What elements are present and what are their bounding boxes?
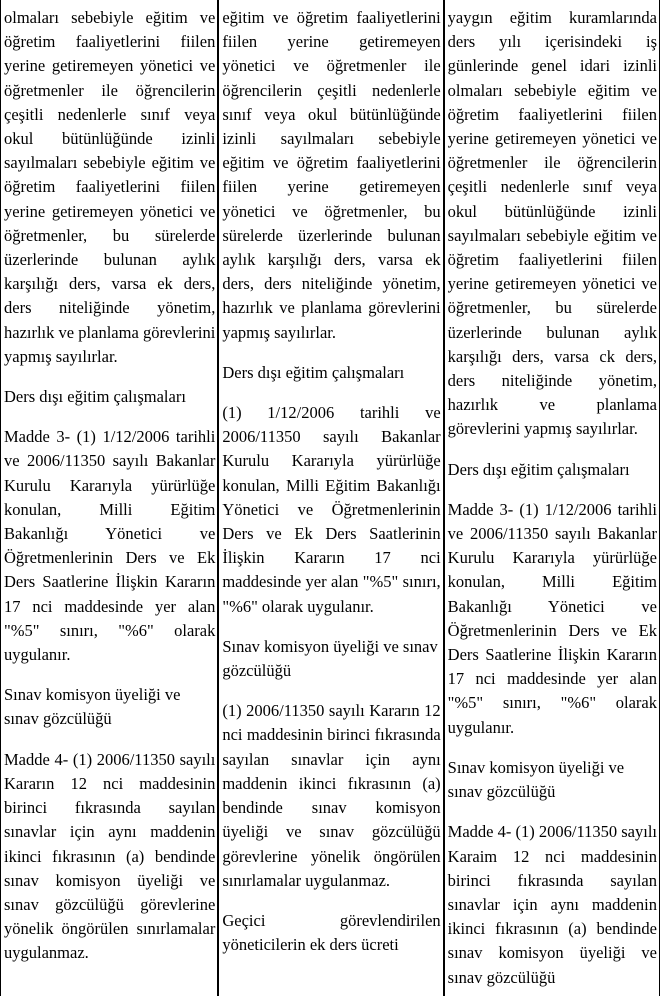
- paragraph: Madde 4- (1) 2006/11350 sayılı Kararın 12 nci maddesinin birinci fıkrasında sayılan sınavlar için aynı maddenin ikinci fıkrasının (a) bendinde sınav komisyon üyeliği ve sınav gözcülüğü görevlerine yönelik öngörülen sınırlamalar uygulanmaz.: [4, 749, 216, 963]
- table-column-2: [217, 0, 442, 996]
- paragraph: Madde 3- (1) 1/12/2006 tarihli ve 2006/11350 sayılı Bakanlar Kurulu Kararıyla yürürlüğe konulan, Milli Eğitim Bakanlığı Yönetici ve Öğretmenlerinin Ders ve Ek Ders Saatlerine İlişkin Kararın 17 nci maddesinde yer alan "%5" sınırı, "%6" olarak uygulanır.: [4, 427, 216, 665]
- paragraph: eğitim ve öğretim faaliyetlerini fiilen yerine getiremeyen yönetici ve öğretmenler ile öğrencilerin çeşitli nedenlerle sınıf veya okul bütünlüğünde izinli sayılmaları sebebiyle eğitim ve öğretim faaliyetlerini fiilen yerine getiremeyen yönetici ve öğretmenler, bu sürelerde üzerlerinde bulunan aylık karşılığı ders, varsa ek ders, ders niteliğinde yönetim, hazırlık ve planlama görevlerini yapmış sayılırlar.: [222, 8, 441, 342]
- section-heading: Ders dışı eğitim çalışmaları: [4, 387, 186, 407]
- table-column-3: [443, 0, 659, 996]
- table-column-1: [1, 0, 217, 996]
- paragraph: (1) 2006/11350 sayılı Kararın 12 nci maddesinin birinci fıkrasında sayılan sınavlar için aynı maddenin ikinci fıkrasının (a) bendinde sınav komisyon üyeliği ve sınav gözcülüğü görevlerine yönelik öngörülen sınırlamalar uygulanmaz.: [222, 701, 441, 890]
- paragraph: (1) 1/12/2006 tarihli ve 2006/11350 sayılı Bakanlar Kurulu Kararıyla yürürlüğe konulan, Milli Eğitim Bakanlığı Yönetici ve Öğretmenlerinin Ders ve Ek Ders Saatlerinin İlişkin Kararın 17 nci maddesinde yer alan "%5" sınırı, "%6" olarak uygulanır.: [222, 403, 441, 616]
- section-heading: Sınav komisyon üyeliği ve sınav gözcülüğü: [4, 685, 181, 729]
- section-heading: Geçici görevlendirilen yöneticilerin ek ders ücreti: [222, 910, 441, 955]
- section-heading: Ders dışı eğitim çalışmaları: [222, 362, 405, 382]
- paragraph: yaygın eğitim kuramlarında ders yılı içerisindeki iş günlerinde genel idari izinli olmaları sebebiyle eğitim ve öğretim faaliyetlerini fiilen yerine getiremeyen yönetici ve öğretmenler ile öğrencilerin çeşitli nedenlerle sınıf veya okul bütünlüğünde izinli sayılmaları sebebiyle eğitim ve öğretim faaliyetlerini fiilen yerine getiremeyen yönetici ve öğretmenler, bu sürelerde üzerlerinde bulunan aylık karşılığı ders, varsa ck ders, ders niteliğinde yönetim, hazırlık ve planlama görevlerini yapmış sayılırlar.: [447, 8, 657, 439]
- section-heading: Sınav komisyon üyeliği ve sınav gözcülüğü: [447, 757, 625, 802]
- section-heading: Ders dışı eğitim çalışmaları: [447, 459, 630, 479]
- paragraph: olmaları sebebiyle eğitim ve öğretim faaliyetlerini fiilen yerine getiremeyen yönetici ve öğretmenler ile öğrencilerin çeşitli nedenlerle sınıf veya okul bütünlüğünde izinli sayılmaları sebebiyle eğitim ve öğretim faaliyetlerini fiilen yerine getiremeyen yönetici ve öğretmenler, bu sürelerde üzerlerinde bulunan aylık karşılığı ders, varsa ek ders, ders niteliğinde yönetim, hazırlık ve planlama görevlerini yapmış sayılırlar.: [4, 8, 216, 366]
- paragraph: Madde 4- (1) 2006/11350 sayılı Karaim 12 nci maddesinin birinci fıkrasında sayılan sınavlar için aynı maddenin ikinci fıkrasının (a) bendinde sınav komisyon üyeliği ve sınav gözcülüğü: [447, 822, 657, 987]
- paragraph: Madde 3- (1) 1/12/2006 tarihli ve 2006/11350 sayılı Bakanlar Kurulu Kararıyla yürürlüğe konulan, Milli Eğitim Bakanlığı Yönetici ve Öğretmenlerinin Ders ve Ek Ders Saatlerine İlişkin Kararın 17 nci maddesinde yer alan "%5" sınırı, "%6" olarak uygulanır.: [447, 499, 657, 737]
- section-heading: Sınav komisyon üyeliği ve sınav gözcülüğü: [222, 636, 438, 681]
